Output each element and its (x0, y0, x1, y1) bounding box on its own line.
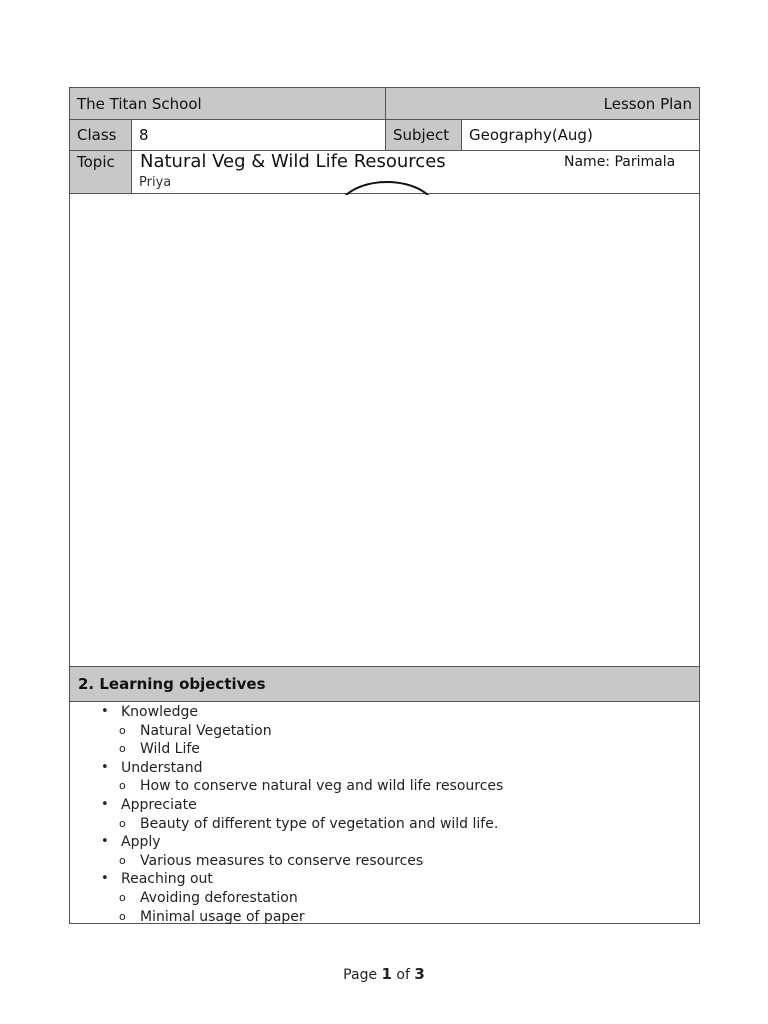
document-type: Lesson Plan (386, 88, 699, 119)
arc-decoration (337, 181, 437, 195)
objective-subitem: o Avoiding deforestation (70, 889, 699, 908)
page-prefix: Page (343, 967, 378, 983)
school-name: The Titan School (70, 88, 386, 119)
objectives-body (69, 702, 700, 924)
objective-subitem: o Wild Life (70, 740, 699, 759)
subject-label: Subject (386, 120, 462, 150)
page-sep: of (396, 967, 410, 983)
class-value: 8 (132, 120, 386, 150)
teacher-name: Name: Parimala (564, 154, 676, 170)
objective-subitem: o How to conserve natural veg and wild life resources (70, 777, 699, 796)
teacher-name-continued: Priya (139, 175, 172, 190)
topic-row (69, 151, 700, 194)
topic-label: Topic (70, 151, 132, 193)
objective-item: • Understand (70, 759, 699, 778)
objective-item: • Knowledge (70, 703, 699, 722)
page-total: 3 (414, 965, 425, 983)
objective-item: • Reaching out (70, 870, 699, 889)
objective-item: • Appreciate (70, 796, 699, 815)
objective-subitem: o Minimal usage of paper (70, 908, 699, 927)
objectives-list (70, 703, 699, 926)
objective-subitem: o Beauty of different type of vegetation and wild life. (70, 815, 699, 834)
objective-item: • Apply (70, 833, 699, 852)
page-footer (0, 965, 768, 983)
lesson-plan-table (69, 87, 700, 924)
page-current: 1 (381, 965, 392, 983)
class-label: Class (70, 120, 132, 150)
topic-value: Natural Veg & Wild Life Resources (140, 151, 446, 172)
blank-content-area (69, 194, 700, 667)
objective-subitem: o Natural Vegetation (70, 722, 699, 741)
objectives-heading-row (69, 667, 700, 702)
objective-subitem: o Various measures to conserve resources (70, 852, 699, 871)
topic-cell (132, 151, 699, 193)
objectives-heading: 2. Learning objectives (70, 667, 699, 701)
class-subject-row (69, 120, 700, 151)
header-row (69, 87, 700, 120)
subject-value: Geography(Aug) (469, 126, 593, 144)
